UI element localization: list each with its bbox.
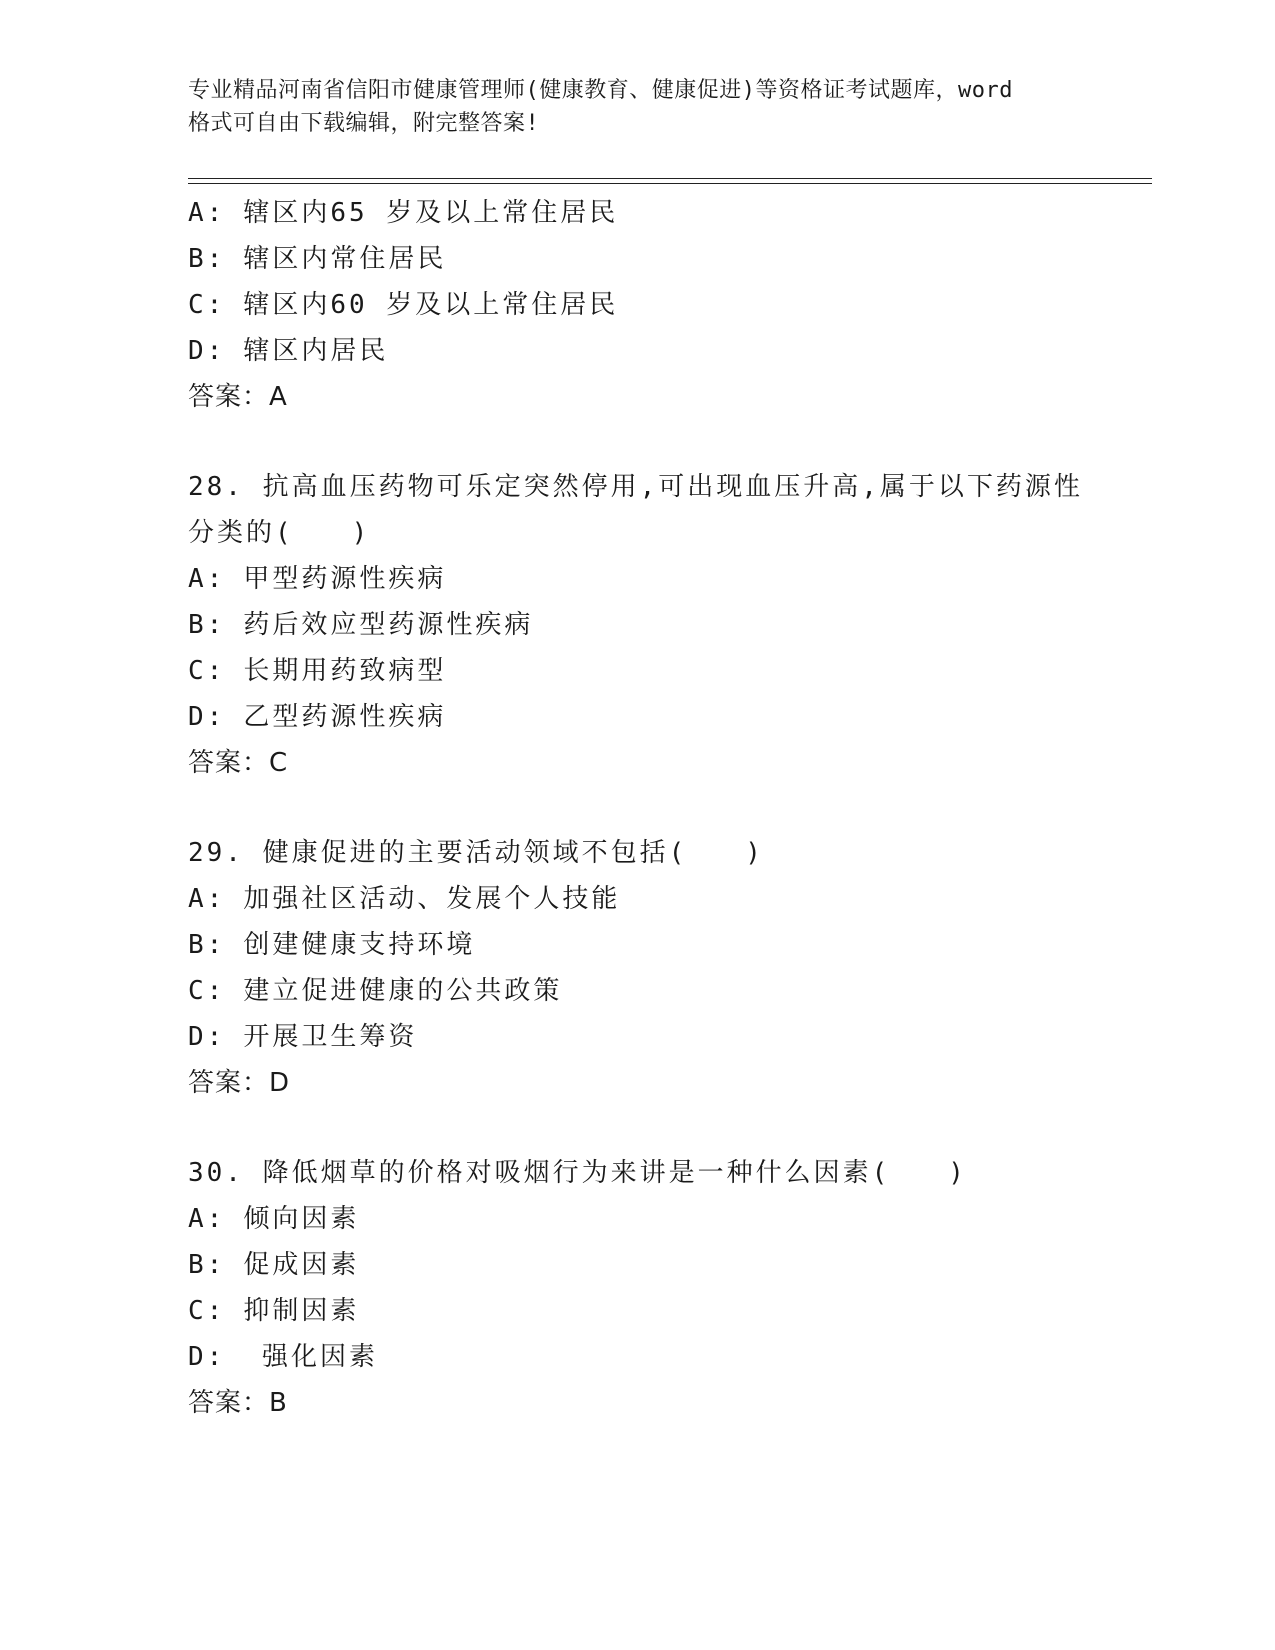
question-block [188,830,1148,1106]
option-letter: A: [188,884,226,914]
option-letter: B: [188,610,226,640]
option-text: 药后效应型药源性疾病 [243,610,534,640]
option-b [188,236,1148,282]
option-letter: D: [188,702,226,732]
option-b [188,922,1148,968]
option-text: 乙型药源性疾病 [243,702,447,732]
option-text: 辖区内居民 [243,336,389,366]
option-c [188,282,1148,328]
option-c [188,968,1148,1014]
document-header [188,74,1088,140]
option-text: 辖区内60 岁及以上常住居民 [243,290,619,320]
option-text: 开展卫生筹资 [243,1022,418,1052]
option-letter: A: [188,198,226,228]
question-text: 28. 抗高血压药物可乐定突然停用,可出现血压升高,属于以下药源性 [188,472,1083,502]
option-letter: C: [188,656,226,686]
option-text: 甲型药源性疾病 [243,564,447,594]
option-letter: C: [188,976,226,1006]
option-a [188,1196,1148,1242]
question-text: 29. 健康促进的主要活动领域不包括( ) [188,838,764,868]
option-text: 创建健康支持环境 [243,930,476,960]
option-text: 建立促进健康的公共政策 [243,976,563,1006]
option-letter: C: [188,1296,226,1326]
option-d [188,1014,1148,1060]
answer-line: 答案：A [188,382,288,412]
option-text: 促成因素 [243,1250,360,1280]
option-text: 倾向因素 [243,1204,360,1234]
option-letter: A: [188,1204,226,1234]
answer-line: 答案：B [188,1388,288,1418]
option-letter: B: [188,930,226,960]
question-block [188,190,1148,420]
option-text: 加强社区活动、发展个人技能 [243,884,621,914]
option-text: 长期用药致病型 [243,656,447,686]
answer-line: 答案：D [188,1068,291,1098]
option-d [188,328,1148,374]
option-d [188,1334,1148,1380]
option-b [188,1242,1148,1288]
option-letter: C: [188,290,226,320]
option-a [188,876,1148,922]
question-block [188,464,1148,786]
option-c [188,648,1148,694]
option-a [188,190,1148,236]
answer-line: 答案：C [188,748,289,778]
option-c [188,1288,1148,1334]
header-divider-top [188,178,1152,179]
option-letter: D: [188,1022,226,1052]
question-block [188,1150,1148,1426]
option-letter: D: [188,1342,226,1372]
option-text: 辖区内常住居民 [243,244,447,274]
option-text: 辖区内65 岁及以上常住居民 [243,198,619,228]
header-line-2: 格式可自由下载编辑，附完整答案! [188,111,540,136]
header-line-1: 专业精品河南省信阳市健康管理师(健康教育、健康促进)等资格证考试题库，word [188,78,1013,103]
option-letter: B: [188,244,226,274]
option-letter: D: [188,336,226,366]
option-a [188,556,1148,602]
option-d [188,694,1148,740]
question-list [188,190,1148,1426]
option-text: 抑制因素 [243,1296,360,1326]
header-divider-bottom [188,183,1152,184]
option-letter: B: [188,1250,226,1280]
question-text: 30. 降低烟草的价格对吸烟行为来讲是一种什么因素( ) [188,1158,967,1188]
question-text: 分类的( ) [188,518,371,548]
option-text: 强化因素 [243,1342,378,1372]
option-letter: A: [188,564,226,594]
option-b [188,602,1148,648]
